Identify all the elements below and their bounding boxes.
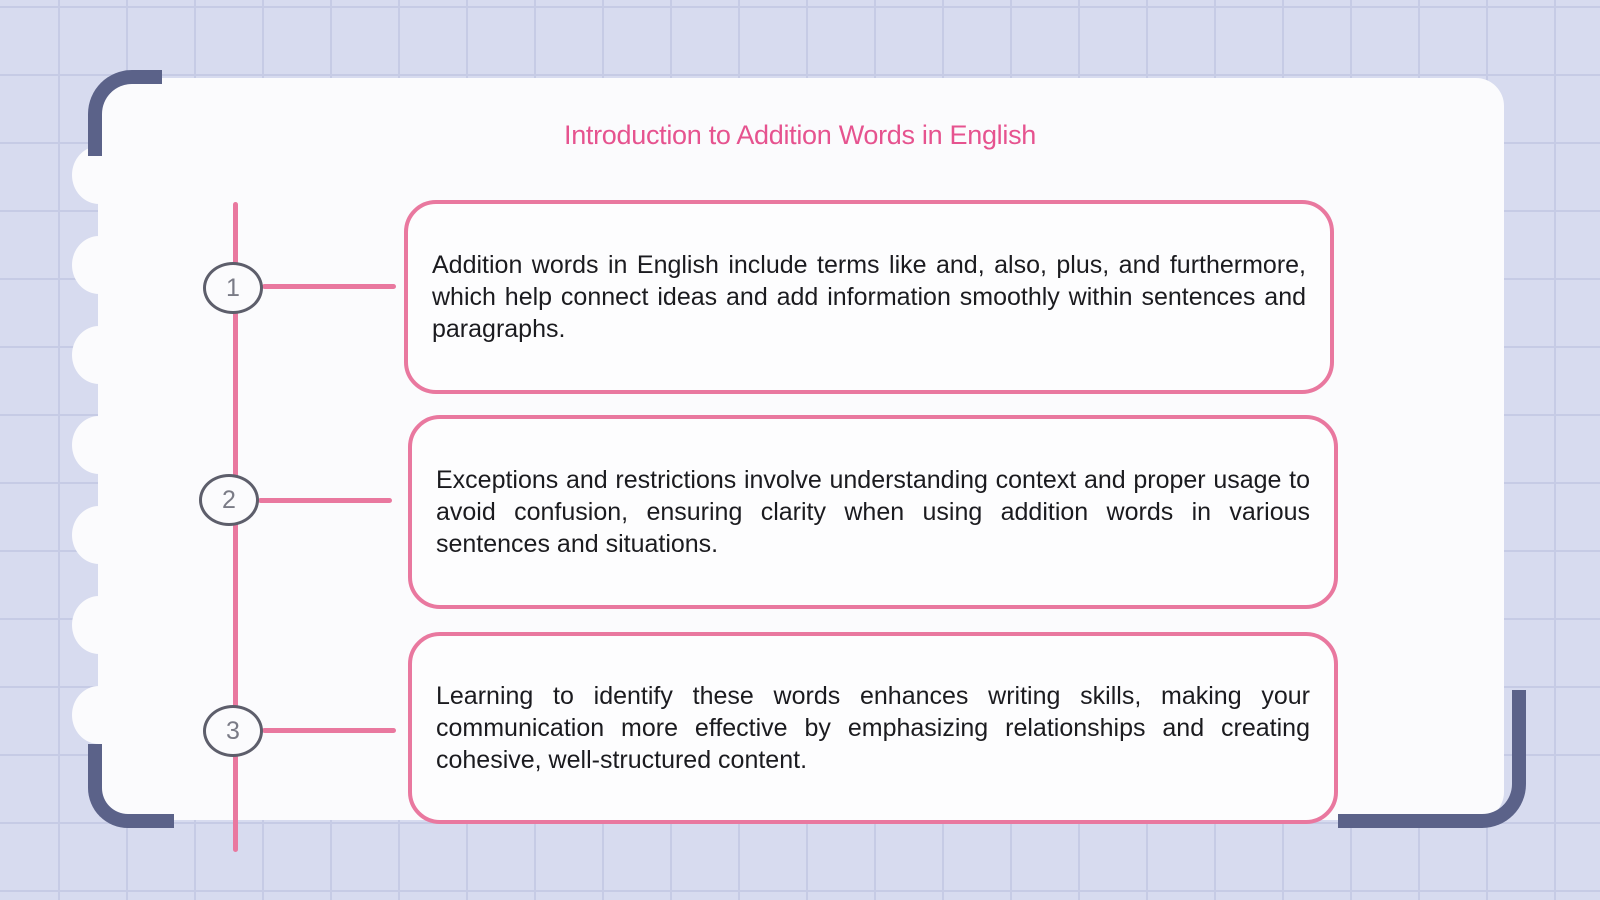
- step-content-box: [408, 415, 1338, 609]
- corner-bracket-bottom-left: [88, 744, 174, 828]
- card-scallop-edge: [72, 596, 126, 654]
- step-number-badge: [203, 705, 263, 757]
- card-scallop-edge: [72, 326, 126, 384]
- step-description: Addition words in English include terms like and, also, plus, and furthermore, which help connect ideas and add information smoothly within sentences and paragraphs.: [432, 251, 1306, 343]
- slide-title: Introduction to Addition Words in English: [564, 120, 1036, 150]
- corner-bracket-top-left: [88, 70, 162, 156]
- step-description: Learning to identify these words enhances writing skills, making your communication more effective by emphasizing relationships and creating cohesive, well-structured content.: [436, 682, 1310, 774]
- step-number-badge: [199, 474, 259, 526]
- step-content-box: [404, 200, 1334, 394]
- step-number: 3: [226, 716, 240, 745]
- card-scallop-edge: [72, 686, 126, 744]
- timeline-connector: [258, 498, 392, 503]
- card-scallop-edge: [72, 506, 126, 564]
- step-number: 1: [226, 273, 240, 302]
- timeline-connector: [262, 728, 396, 733]
- step-number-badge: [203, 262, 263, 314]
- card-scallop-edge: [72, 416, 126, 474]
- step-content-box: [408, 632, 1338, 824]
- card-scallop-edge: [72, 236, 126, 294]
- timeline-connector: [262, 284, 396, 289]
- step-description: Exceptions and restrictions involve understanding context and proper usage to avoid confusion, ensuring clarity when using addition words in various sentences and situations.: [436, 466, 1310, 558]
- step-number: 2: [222, 485, 236, 514]
- corner-bracket-bottom-right: [1338, 690, 1526, 828]
